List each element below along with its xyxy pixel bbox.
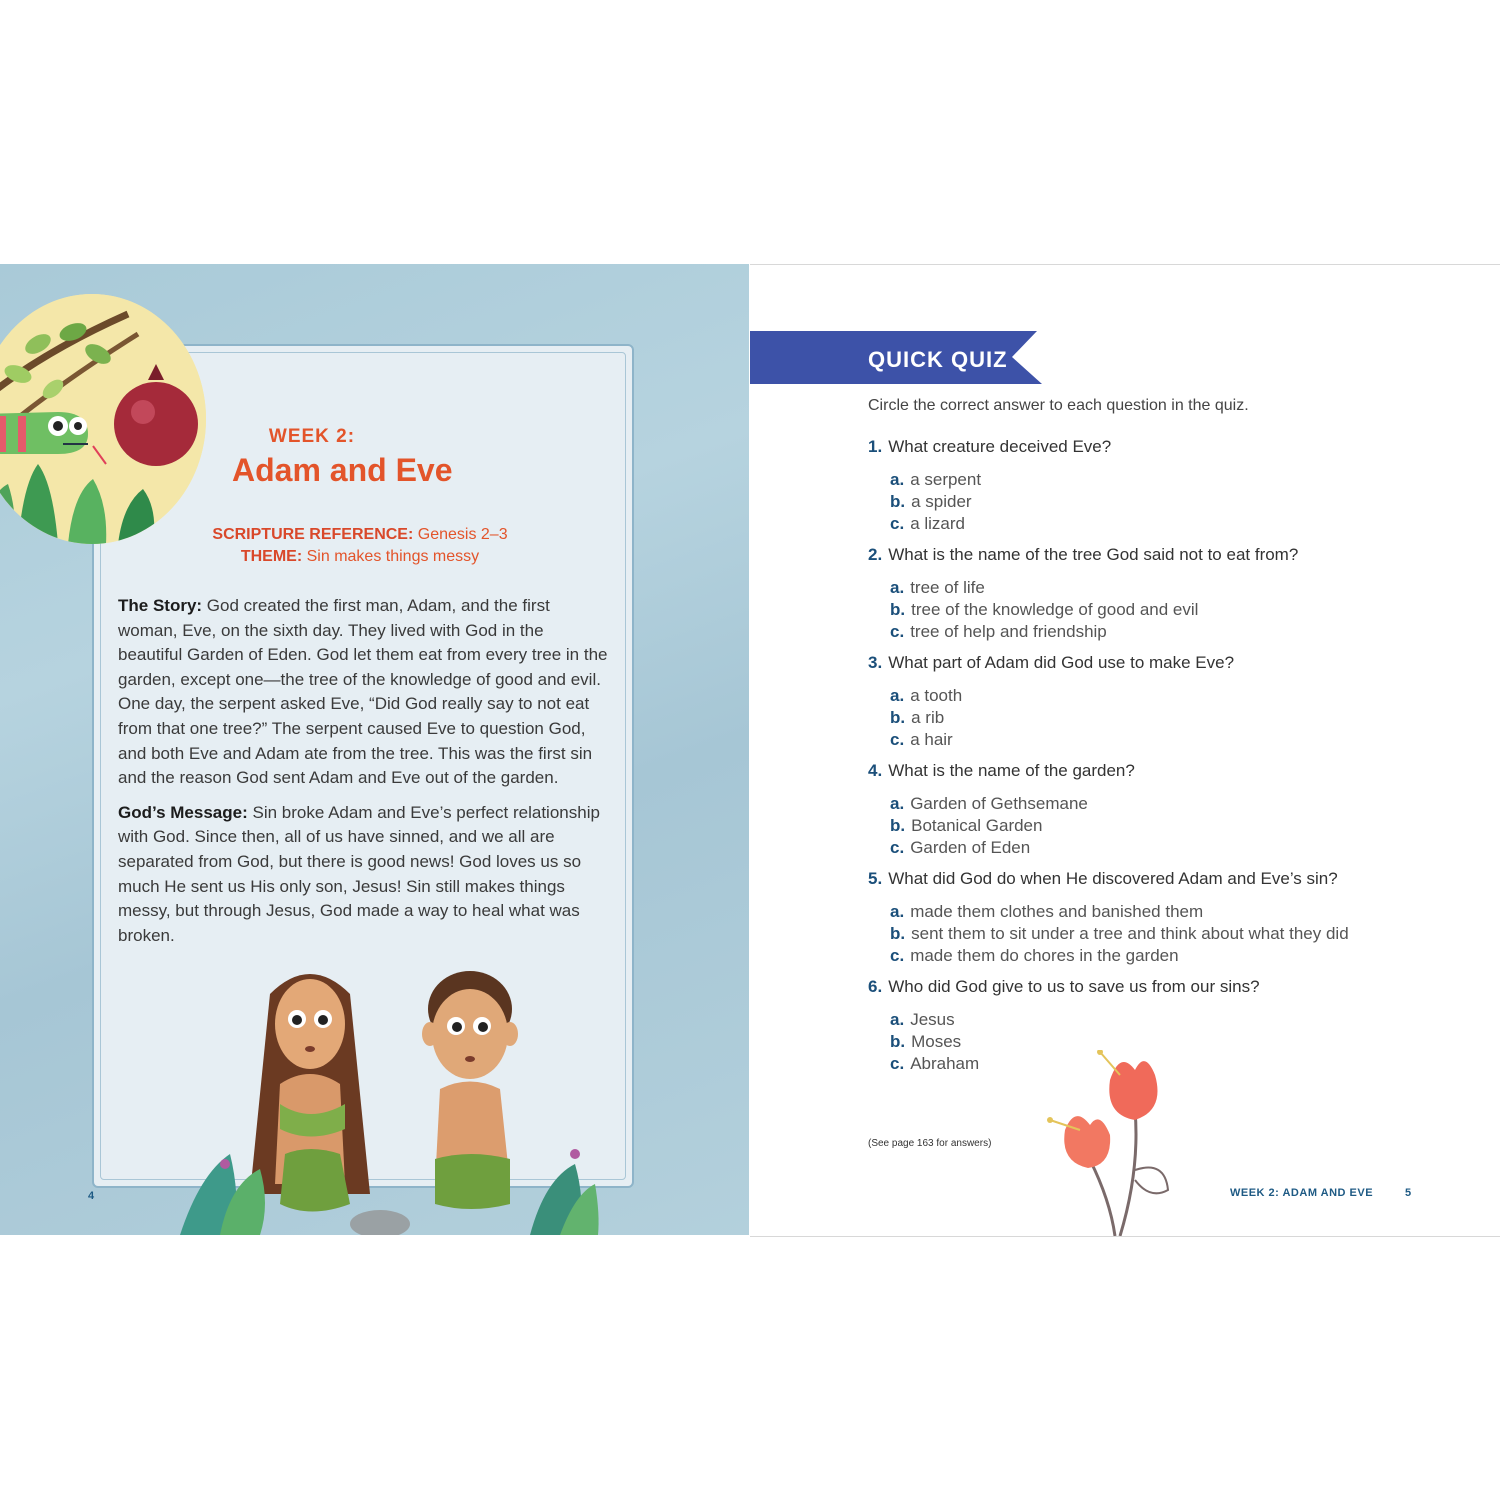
scripture-label: SCRIPTURE REFERENCE: (212, 526, 414, 543)
option-letter: a. (890, 794, 905, 813)
answer-option[interactable] (890, 491, 1468, 513)
scripture-value: Genesis 2–3 (417, 526, 508, 543)
question-number: 1. (868, 437, 883, 456)
option-letter: c. (890, 514, 905, 533)
option-text: tree of the knowledge of good and evil (911, 600, 1199, 619)
option-letter: b. (890, 1032, 906, 1051)
quiz-list (868, 437, 1468, 1085)
question-number: 2. (868, 545, 883, 564)
week-label: WEEK 2: (268, 426, 356, 447)
option-letter: b. (890, 600, 906, 619)
page-number-left: 4 (88, 1190, 95, 1202)
left-page (0, 264, 749, 1235)
answer-options (890, 901, 1468, 967)
answer-options (890, 685, 1468, 751)
option-text: made them do chores in the garden (910, 946, 1179, 965)
option-text: Moses (911, 1032, 962, 1051)
answer-option[interactable] (890, 945, 1468, 967)
answers-footnote: (See page 163 for answers) (868, 1138, 992, 1149)
option-text: Garden of Gethsemane (910, 794, 1088, 813)
question-text: What creature deceived Eve? (888, 437, 1112, 456)
option-letter: a. (890, 902, 905, 921)
answer-option[interactable] (890, 793, 1468, 815)
option-letter: b. (890, 492, 906, 511)
answer-option[interactable] (890, 577, 1468, 599)
question-number: 4. (868, 761, 883, 780)
answer-option[interactable] (890, 685, 1468, 707)
option-letter: b. (890, 816, 906, 835)
theme-label: THEME: (240, 548, 303, 565)
answer-option[interactable] (890, 923, 1468, 945)
week-title: Adam and Eve (232, 452, 453, 488)
answer-option[interactable] (890, 1009, 1468, 1031)
option-letter: c. (890, 1054, 905, 1073)
flower-illustration (1040, 1050, 1200, 1236)
question-number: 5. (868, 869, 883, 888)
quiz-instructions: Circle the correct answer to each question in the quiz. (868, 397, 1249, 414)
answer-option[interactable] (890, 837, 1468, 859)
message-paragraph (118, 801, 608, 949)
question-number: 3. (868, 653, 883, 672)
answer-option[interactable] (890, 513, 1468, 535)
option-letter: a. (890, 470, 905, 489)
option-text: a spider (911, 492, 972, 511)
question-text: What part of Adam did God use to make Eve? (888, 653, 1235, 672)
option-text: a hair (910, 730, 953, 749)
book-spread (0, 264, 1500, 1235)
quiz-question (868, 869, 1468, 889)
answer-option[interactable] (890, 469, 1468, 491)
option-letter: a. (890, 1010, 905, 1029)
quiz-question (868, 977, 1468, 997)
answer-options (890, 793, 1468, 859)
answer-option[interactable] (890, 707, 1468, 729)
answer-options (890, 577, 1468, 643)
option-text: made them clothes and banished them (910, 902, 1204, 921)
option-letter: b. (890, 924, 906, 943)
theme-value: Sin makes things messy (306, 548, 480, 565)
story-label: The Story: (118, 596, 203, 615)
option-text: tree of life (910, 578, 985, 597)
option-text: Jesus (910, 1010, 955, 1029)
option-letter: c. (890, 946, 905, 965)
answer-option[interactable] (890, 599, 1468, 621)
option-letter: c. (890, 838, 905, 857)
adam-eve-illustration (180, 954, 600, 1235)
quiz-question (868, 761, 1468, 781)
question-text: What is the name of the garden? (888, 761, 1135, 780)
answer-option[interactable] (890, 621, 1468, 643)
option-text: Botanical Garden (911, 816, 1043, 835)
option-text: tree of help and friendship (910, 622, 1107, 641)
right-page (750, 264, 1500, 1237)
option-letter: a. (890, 686, 905, 705)
theme-line (150, 548, 570, 566)
question-number: 6. (868, 977, 883, 996)
option-text: Abraham (910, 1054, 980, 1073)
option-text: sent them to sit under a tree and think about what they did (911, 924, 1349, 943)
option-text: a rib (911, 708, 945, 727)
option-letter: c. (890, 622, 905, 641)
scripture-reference (150, 526, 570, 544)
running-head: WEEK 2: ADAM AND EVE (1230, 1187, 1374, 1199)
option-text: a serpent (910, 470, 982, 489)
answer-option[interactable] (890, 901, 1468, 923)
question-text: What is the name of the tree God said not to eat from? (888, 545, 1299, 564)
story-text: God created the first man, Adam, and the first woman, Eve, on the sixth day. They lived with God in the beautiful Garden of Eden. God let them eat from every tree in the garden, except one—the tree of the knowledge of good and evil. One day, the serpent asked Eve, “Did God really say to not eat from that one tree?” The serpent caused Eve to question God, and both Eve and Adam ate from the tree. This was the first sin and the reason God sent Adam and Eve out of the garden. (118, 596, 608, 788)
question-text: What did God do when He discovered Adam and Eve’s sin? (888, 869, 1338, 888)
option-letter: a. (890, 578, 905, 597)
page-number-right: 5 (1405, 1187, 1412, 1199)
answer-options (890, 469, 1468, 535)
answer-option[interactable] (890, 729, 1468, 751)
quiz-question (868, 653, 1468, 673)
option-letter: b. (890, 708, 906, 727)
story-paragraph (118, 594, 608, 791)
option-text: a lizard (910, 514, 965, 533)
question-text: Who did God give to us to save us from our sins? (888, 977, 1260, 996)
quiz-banner-text: QUICK QUIZ (868, 347, 1008, 372)
answer-option[interactable] (890, 815, 1468, 837)
message-label: God’s Message: (118, 802, 248, 822)
quiz-question (868, 545, 1468, 565)
option-text: Garden of Eden (910, 838, 1031, 857)
option-letter: c. (890, 730, 905, 749)
story-text-block (118, 594, 608, 958)
option-text: a tooth (910, 686, 963, 705)
message-text: Sin broke Adam and Eve’s perfect relationship with God. Since then, all of us have sinned, and we all are separated from God, but there is good news! God loves us so much He sent us His only son, Jesus! Sin still makes things messy, but through Jesus, God made a way to heal what was broken. (118, 802, 600, 945)
quiz-question (868, 437, 1468, 457)
